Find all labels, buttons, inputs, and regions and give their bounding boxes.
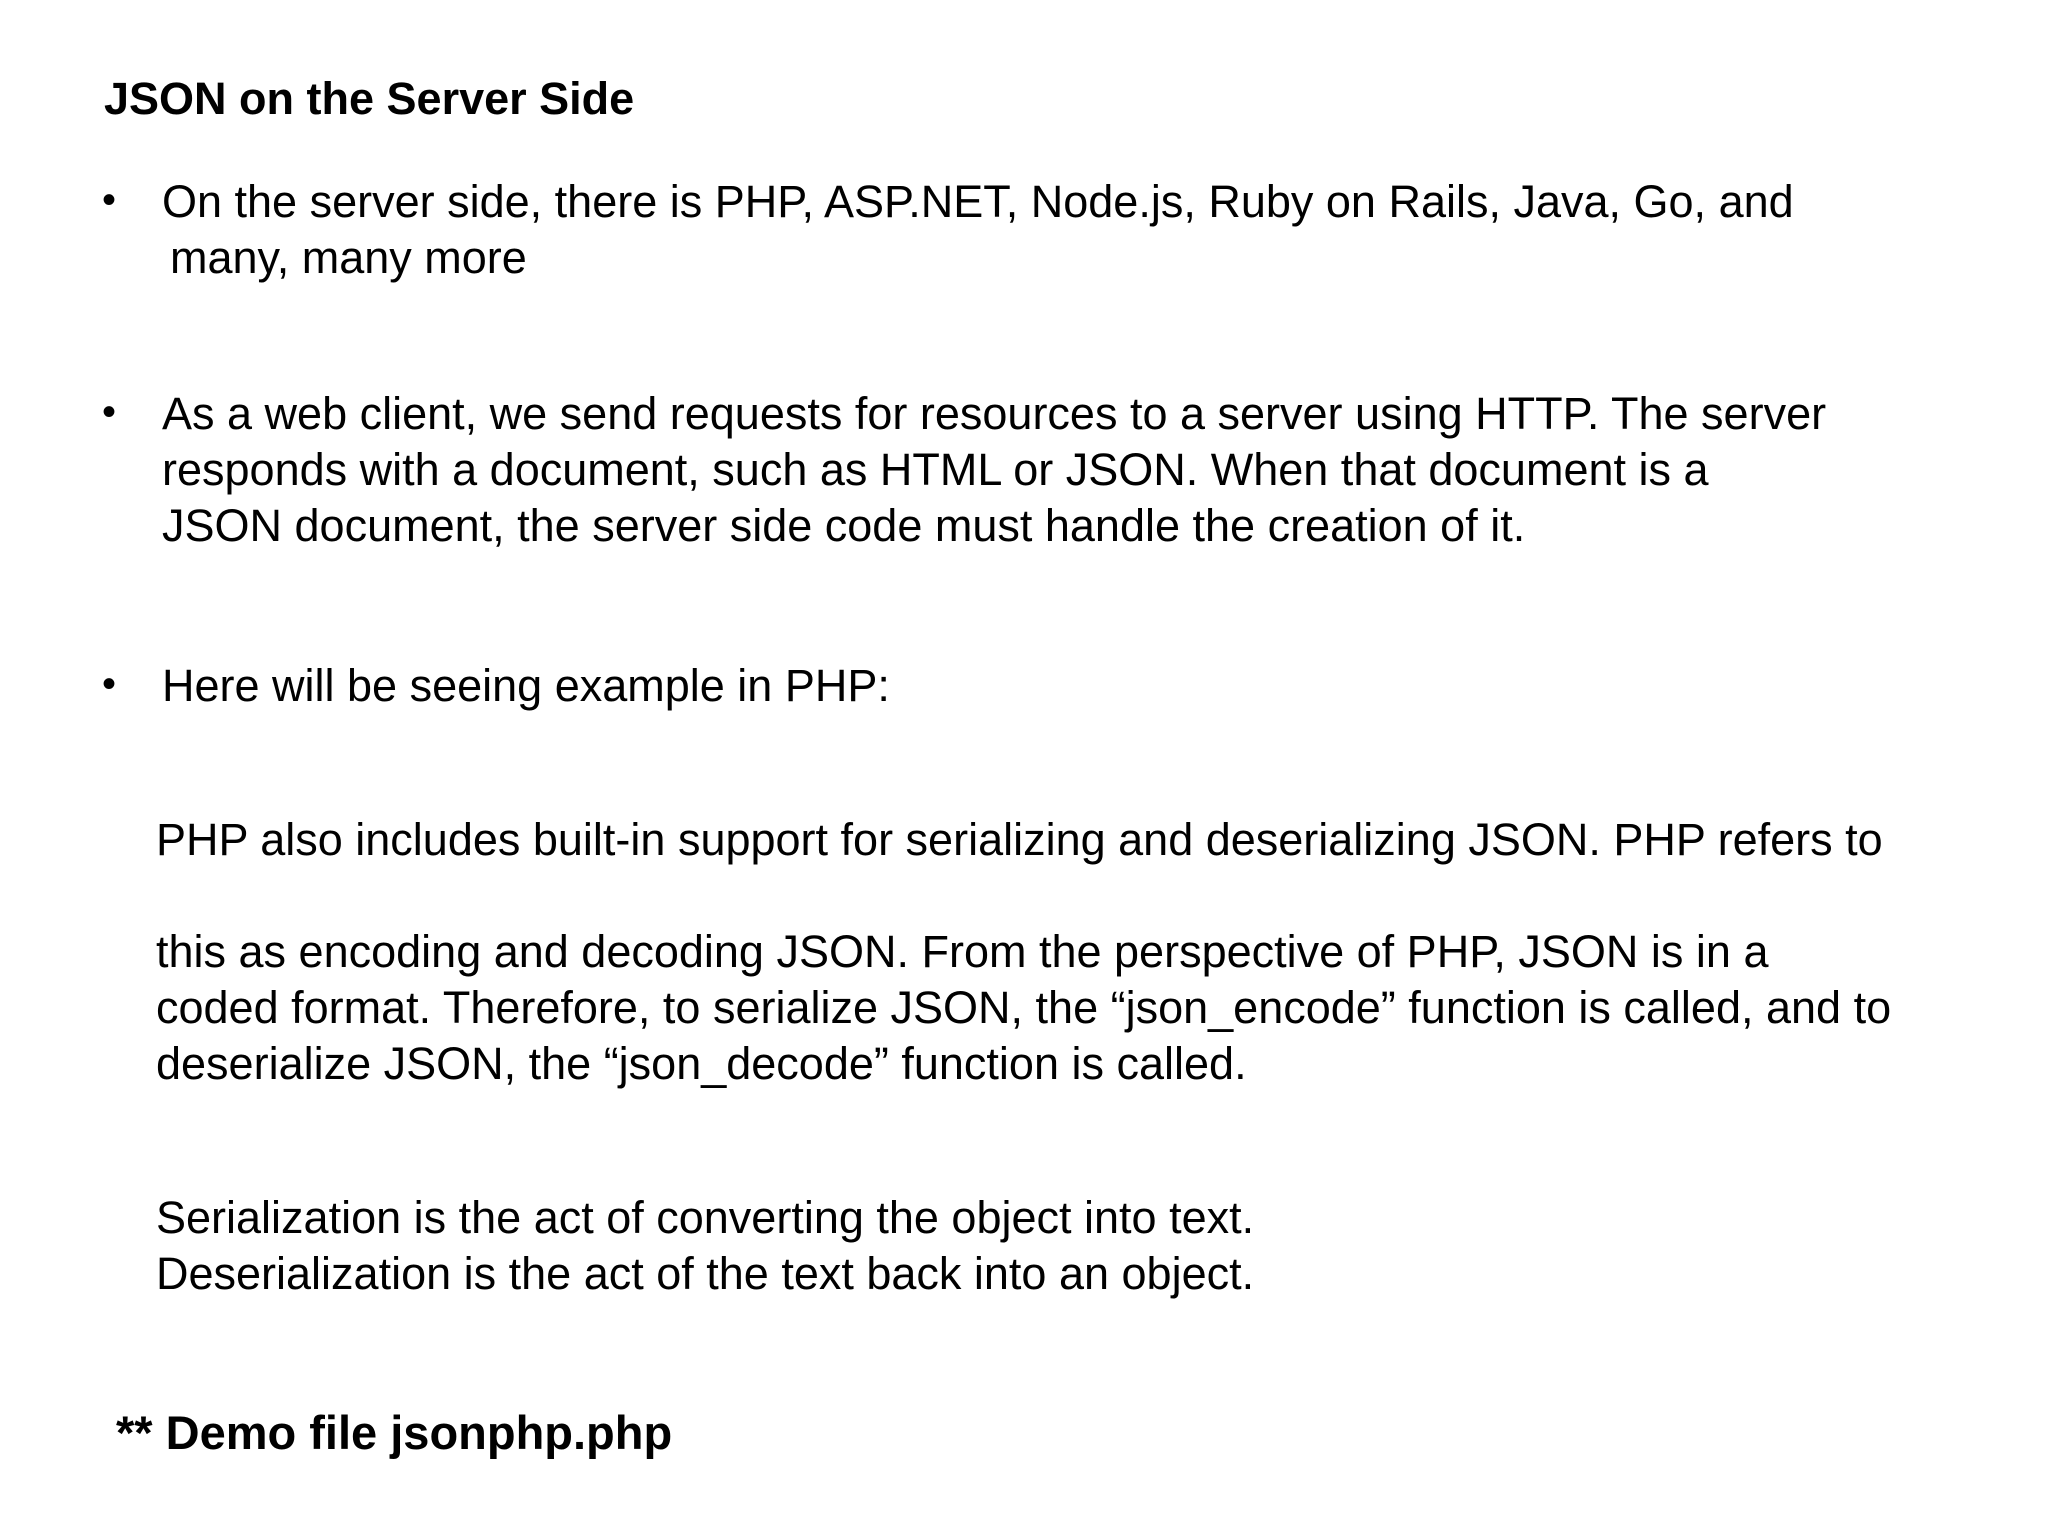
bullet-text-line: On the server side, there is PHP, ASP.NET, Node.js, Ruby on Rails, Java, Go, and — [162, 176, 1794, 227]
definition-serialization: Serialization is the act of converting the object into text. — [156, 1192, 1255, 1243]
bullet-marker: • — [102, 662, 117, 706]
paragraph-line: this as encoding and decoding JSON. From the perspective of PHP, JSON is in a — [156, 926, 1769, 977]
definition-deserialization: Deserialization is the act of the text back into an object. — [156, 1248, 1255, 1299]
bullet-text-line: many, many more — [170, 232, 527, 283]
bullet-text-line: As a web client, we send requests for resources to a server using HTTP. The server — [162, 388, 1827, 439]
paragraph-line: deserialize JSON, the “json_decode” function is called. — [156, 1038, 1247, 1089]
bullet-marker: • — [102, 178, 117, 222]
bullet-text-line: responds with a document, such as HTML or JSON. When that document is a — [162, 444, 1709, 495]
bullet-marker: • — [102, 390, 117, 434]
paragraph-line: PHP also includes built-in support for serializing and deserializing JSON. PHP refers to — [156, 814, 1883, 865]
bullet-text-line: JSON document, the server side code must handle the creation of it. — [162, 500, 1526, 551]
demo-file-note: ** Demo file jsonphp.php — [116, 1406, 673, 1459]
slide-title: JSON on the Server Side — [104, 73, 635, 124]
paragraph-line: coded format. Therefore, to serialize JSON, the “json_encode” function is called, and to — [156, 982, 1892, 1033]
bullet-text-line: Here will be seeing example in PHP: — [162, 660, 890, 711]
